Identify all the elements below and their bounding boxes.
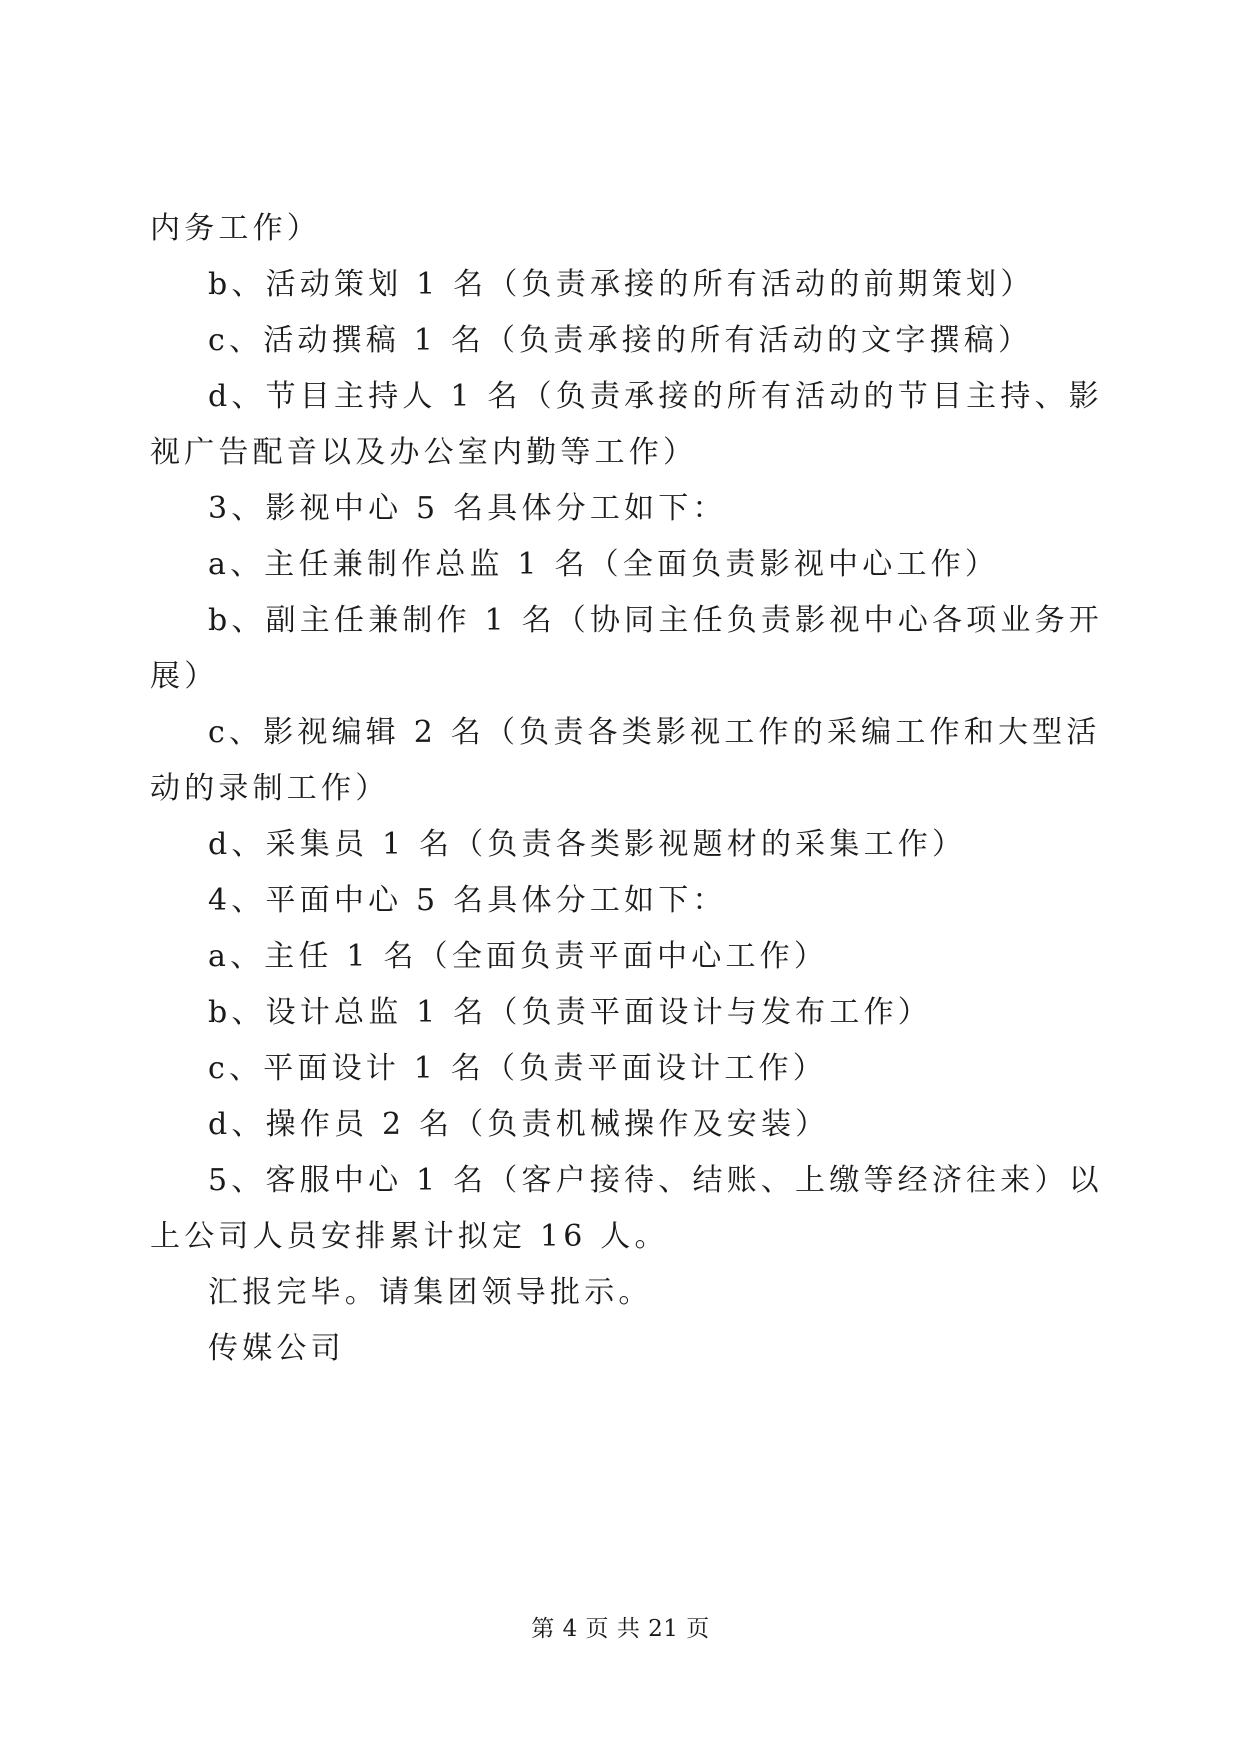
page-footer: 第 4 页 共 21 页 (531, 1616, 710, 1642)
text-line: 视广告配音以及办公室内勤等工作） (150, 435, 698, 470)
text-line: 4、平面中心 5 名具体分工如下： (208, 883, 727, 918)
text-line: 动的录制工作） (150, 771, 390, 806)
text-line: d、采集员 1 名（负责各类影视题材的采集工作） (208, 827, 967, 862)
text-line: c、平面设计 1 名（负责平面设计工作） (208, 1051, 827, 1086)
text-line: 汇报完毕。请集团领导批示。 (208, 1275, 653, 1310)
text-line: b、副主任兼制作 1 名（协同主任负责影视中心各项业务开 (208, 603, 1103, 638)
text-line: 3、影视中心 5 名具体分工如下： (208, 491, 727, 526)
text-line: 上公司人员安排累计拟定 16 人。 (150, 1219, 669, 1254)
text-line: 展） (150, 659, 219, 694)
text-line: c、影视编辑 2 名（负责各类影视工作的采编工作和大型活 (208, 715, 1101, 750)
text-line: 传媒公司 (208, 1331, 345, 1366)
text-line: c、活动撰稿 1 名（负责承接的所有活动的文字撰稿） (208, 323, 1033, 358)
text-line: 5、客服中心 1 名（客户接待、结账、上缴等经济往来）以 (208, 1163, 1103, 1198)
text-line: b、设计总监 1 名（负责平面设计与发布工作） (208, 995, 932, 1030)
text-line: a、主任兼制作总监 1 名（全面负责影视中心工作） (208, 547, 1000, 582)
text-line: b、活动策划 1 名（负责承接的所有活动的前期策划） (208, 267, 1035, 302)
text-line: d、操作员 2 名（负责机械操作及安装） (208, 1107, 830, 1142)
text-line: d、节目主持人 1 名（负责承接的所有活动的节目主持、影 (208, 379, 1103, 414)
text-line: 内务工作） (150, 211, 321, 246)
text-line: a、主任 1 名（全面负责平面中心工作） (208, 939, 829, 974)
